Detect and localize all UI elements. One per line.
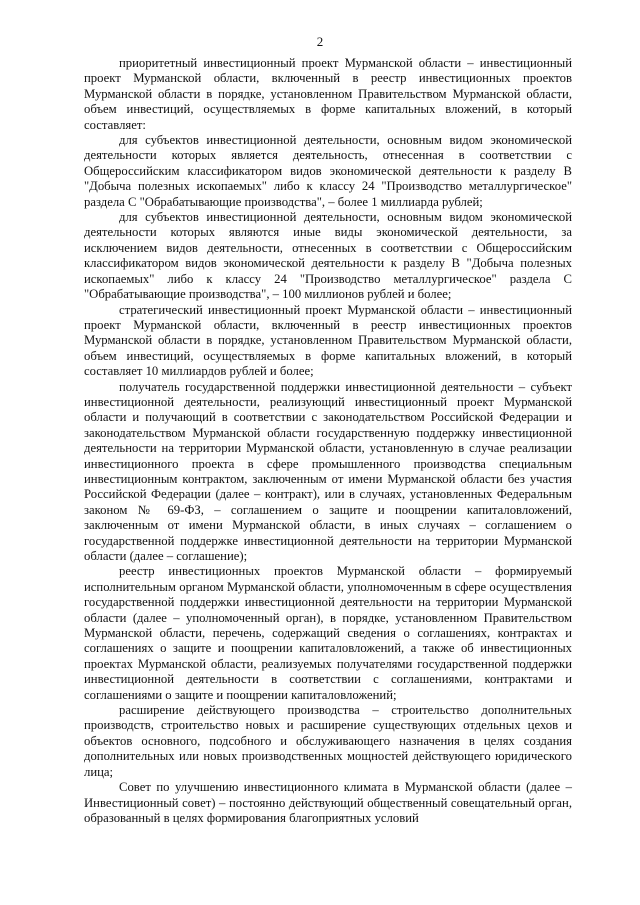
paragraph-production-expansion-definition: расширение действующего производства – строительство дополнительных производств, строительство новых и расширение существующих отдельных цехов и объектов основного, подсобного и обслуживающего назначения в целях создания дополнительных или новых производственных мощностей действующего юридического лица; xyxy=(84,703,572,779)
paragraph-support-recipient-definition: получатель государственной поддержки инвестиционной деятельности – субъект инвестиционной деятельности, реализующий инвестиционный проект Мурманской области и получающий в соответствии с законодательством Российской Федерации и законодательством Мурманской области государственную поддержку инвестиционной деятельности на территории Мурманской области, установленную в случае реализации инвестиционного проекта в сфере промышленного производства специальным инвестиционным контрактом, заключенным от имени Мурманской области без участия Российской Федерации (далее – контракт), или в случаях, установленных Федеральным законом № 69-ФЗ, – соглашением о защите и поощрении капиталовложений, заключенным от имени Мурманской области, в иных случаях – соглашением о государственной поддержке инвестиционной деятельности на территории Мурманской области (далее – соглашение); xyxy=(84,379,572,563)
paragraph-mining-metallurgy-threshold: для субъектов инвестиционной деятельности, основным видом экономической деятельности которых является деятельность, отнесенная в соответствии с Общероссийским классификатором видов экономической деятельности к разделу B "Добыча полезных ископаемых" либо к классу 24 "Производство металлургическое" раздела C "Обрабатывающие производства", – более 1 миллиарда рублей; xyxy=(84,133,572,209)
document-body xyxy=(84,56,572,826)
paragraph-other-activities-threshold: для субъектов инвестиционной деятельности, основным видом экономической деятельности которых являются иные виды экономической деятельности, за исключением видов деятельности, отнесенных в соответствии с Общероссийским классификатором видов экономической деятельности к разделу B "Добыча полезных ископаемых" либо к классу 24 "Производство металлургическое" раздела C "Обрабатывающие производства", – 100 миллионов рублей и более; xyxy=(84,210,572,302)
page-number: 2 xyxy=(316,34,324,49)
paragraph-investment-council-definition: Совет по улучшению инвестиционного климата в Мурманской области (далее – Инвестиционный совет) – постоянно действующий общественный совещательный орган, образованный в целях формирования благоприятных условий xyxy=(84,780,572,825)
paragraph-strategic-project-definition: стратегический инвестиционный проект Мурманской области – инвестиционный проект Мурманской области, включенный в реестр инвестиционных проектов Мурманской области в порядке, установленном Правительством Мурманской области, объем инвестиций, осуществляемых в форме капитальных вложений, в который составляет 10 миллиардов рублей и более; xyxy=(84,302,572,379)
paragraph-priority-project-definition: приоритетный инвестиционный проект Мурманской области – инвестиционный проект Мурманской области, включенный в реестр инвестиционных проектов Мурманской области в порядке, установленном Правительством Мурманской области, объем инвестиций, осуществляемых в форме капитальных вложений, в который составляет: xyxy=(84,56,572,132)
paragraph-project-registry-definition: реестр инвестиционных проектов Мурманской области – формируемый исполнительным органом Мурманской области, уполномоченным в сфере осуществления государственной поддержки инвестиционной деятельности на территории Мурманской области (далее – уполномоченный орган), в порядке, установленном Правительством Мурманской области, перечень, содержащий сведения о соглашениях, контрактах и соглашениях о защите и поощрении капиталовложений, а также об инвестиционных проектах Мурманской области, реализуемых получателями государственной поддержки инвестиционной деятельности в соответствии с соглашениями, контрактами и соглашениями о защите и поощрении капиталовложений; xyxy=(84,564,572,702)
